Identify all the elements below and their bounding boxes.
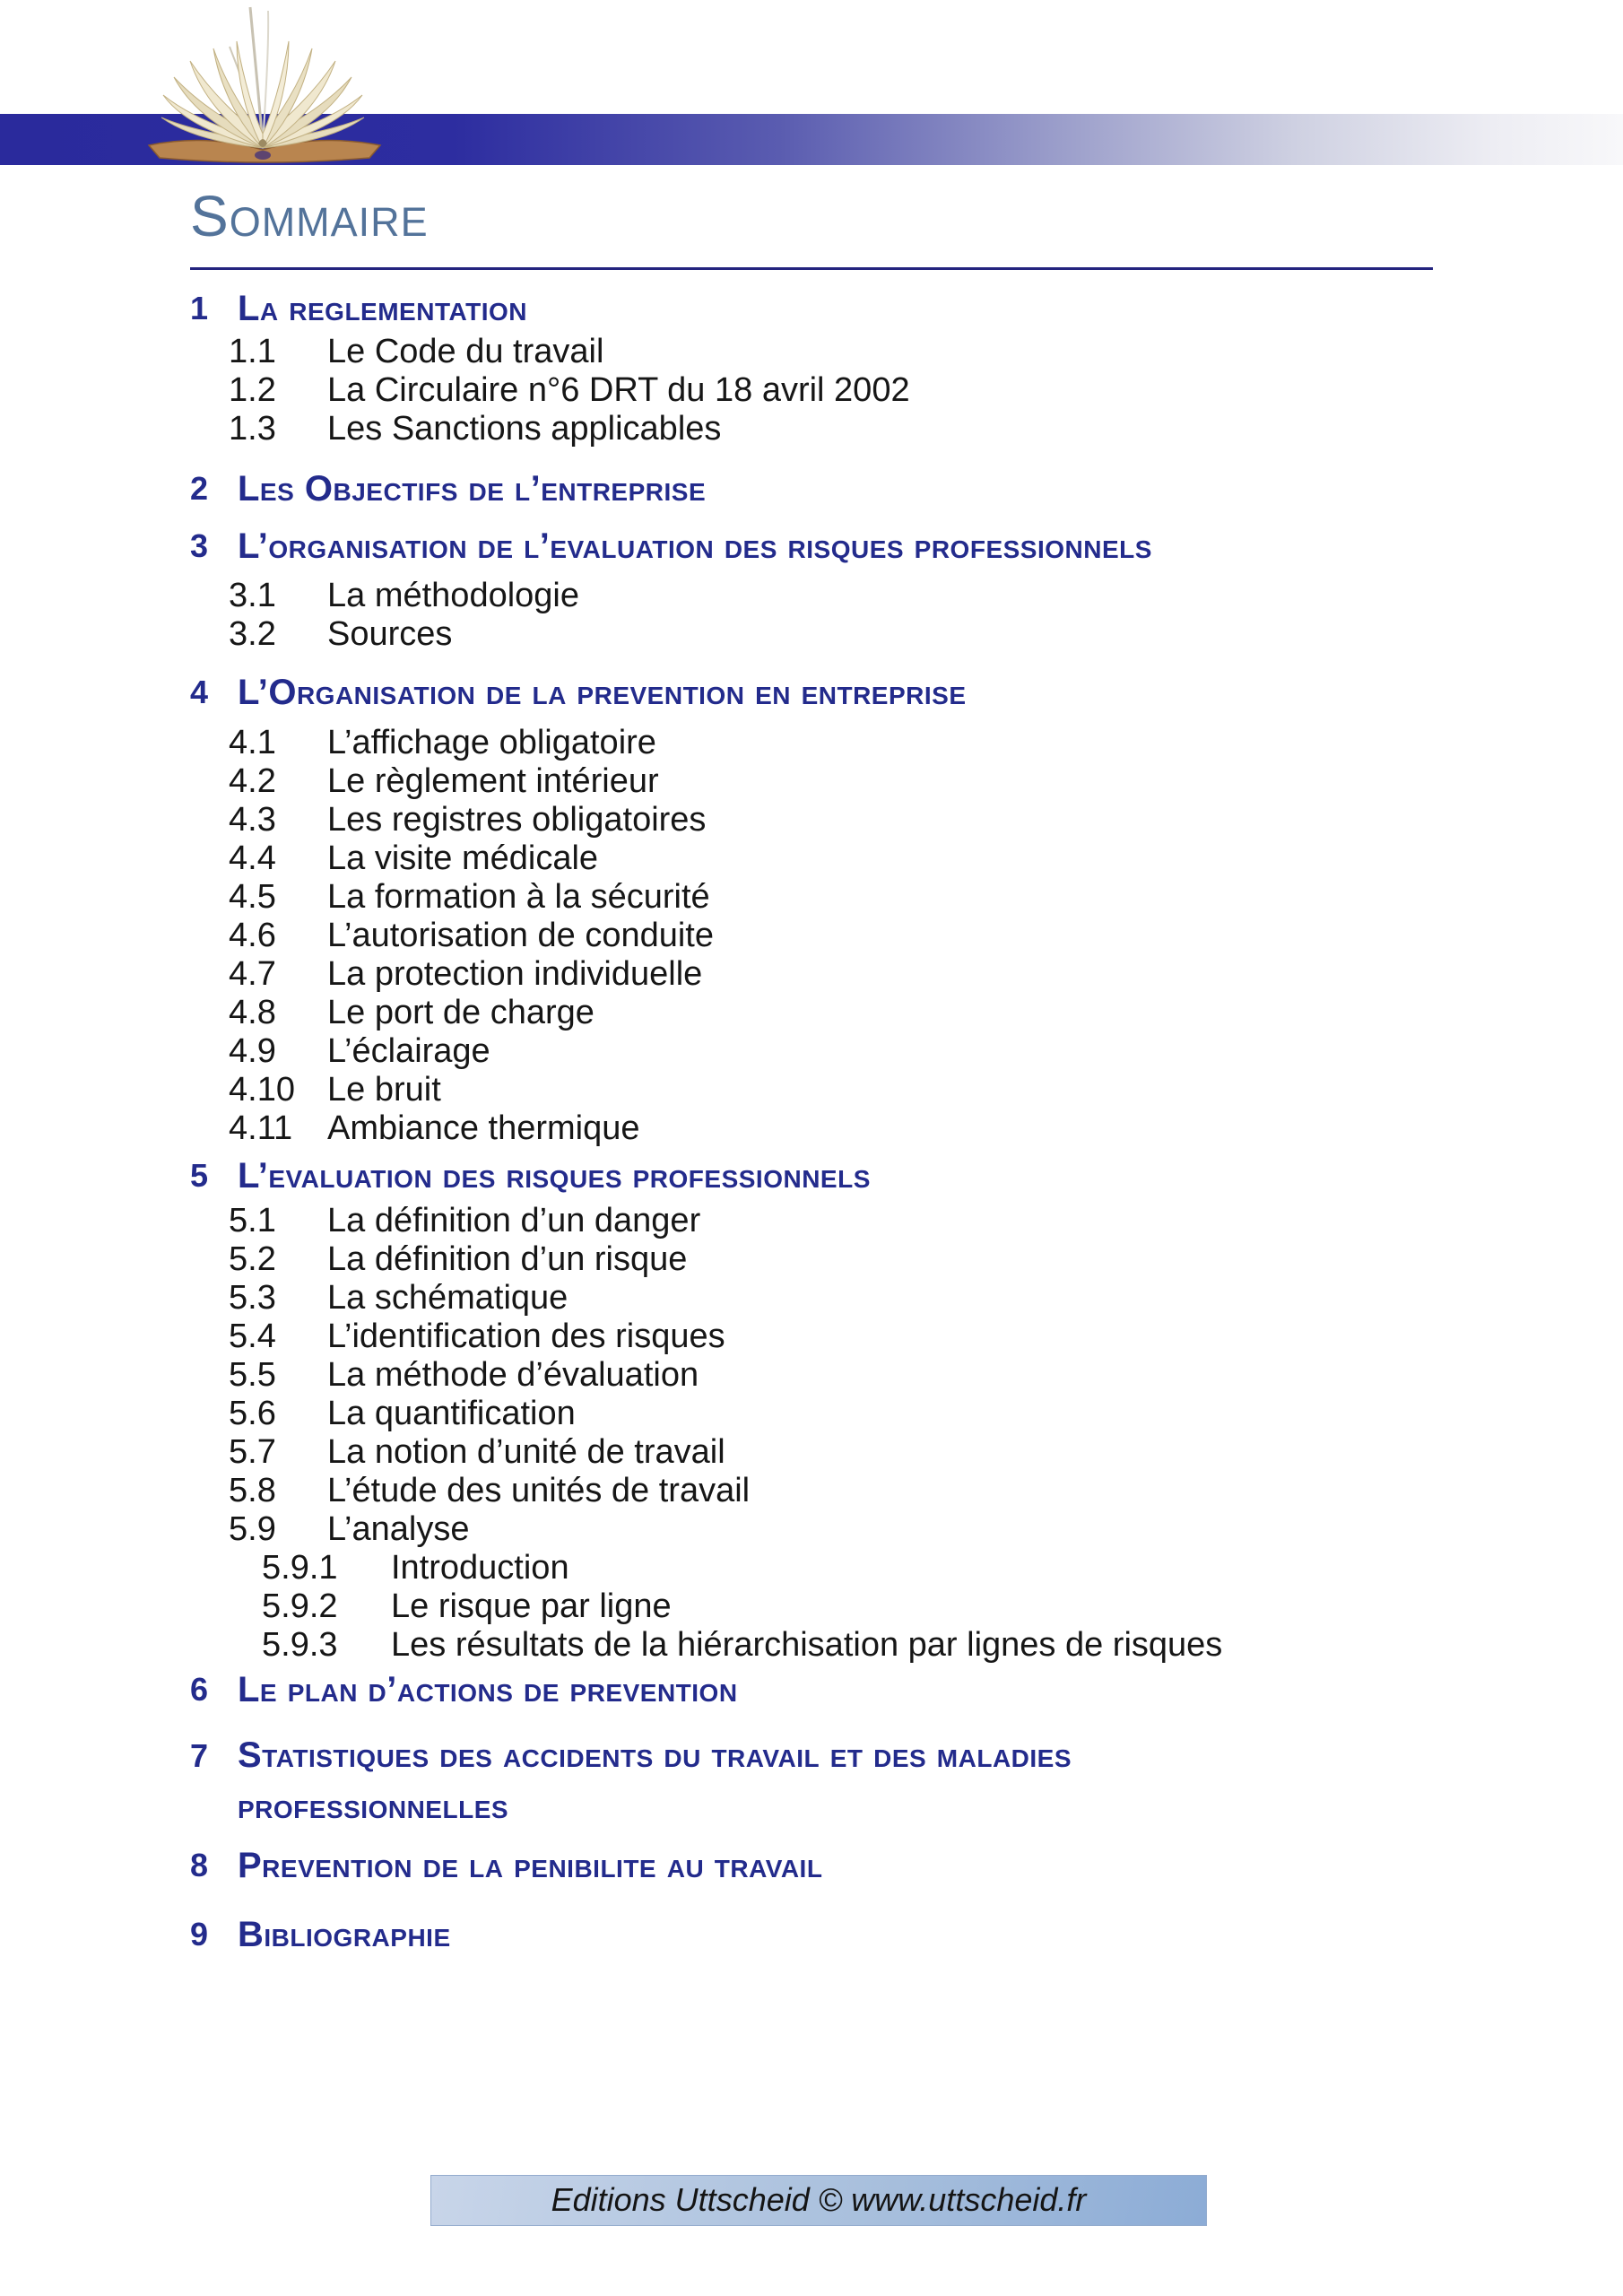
toc-entry-number: 4.11 [229,1109,293,1147]
toc-entry-number: 4.2 [229,762,276,800]
toc-section-heading [190,1155,1623,1196]
footer-credit: Editions Uttscheid © www.uttscheid.fr [551,2181,1087,2218]
toc-list [0,288,1623,1955]
toc-entry-label: La méthode d’évaluation [327,1356,699,1394]
toc-entry [229,1032,1623,1071]
toc-section-number: 4 [190,674,209,710]
toc-section-heading [190,526,1623,567]
toc-entry-label: Le bruit [327,1071,441,1109]
toc-entry-label: La définition d’un risque [327,1240,688,1278]
toc-entry [229,762,1623,801]
toc-entry-label: La notion d’unité de travail [327,1433,725,1471]
toc-entry [229,1318,1623,1356]
toc-entry [229,955,1623,994]
toc-entry [229,1433,1623,1472]
toc-entry-number: 4.4 [229,839,276,877]
toc-entry-number: 1.3 [229,410,276,448]
toc-section-heading [190,1730,1623,1832]
toc-entry [229,724,1623,762]
toc-entry-number: 4.9 [229,1032,276,1070]
toc-entry [229,410,1623,448]
toc-entry-number: 5.9 [229,1510,276,1548]
toc-entry [262,1587,1623,1626]
toc-entry-number: 4.1 [229,724,276,761]
toc-section-heading [190,1914,1623,1955]
toc-section-label-line1: Statistiques des accidents du travail et des maladies [238,1735,1072,1775]
toc-entry-number: 5.6 [229,1395,276,1432]
toc-entry-number: 1.2 [229,371,276,409]
toc-entry-label: La méthodologie [327,577,579,614]
toc-section-label: La reglementation [238,289,527,328]
toc-entry-label: Ambiance thermique [327,1109,640,1147]
toc-section-number: 1 [190,290,209,326]
toc-entry-label: Sources [327,615,453,653]
toc-entry [229,333,1623,371]
toc-entry [229,917,1623,955]
toc-entry-number: 5.7 [229,1433,276,1471]
toc-entry-label: La définition d’un danger [327,1202,701,1239]
toc-section-label: Le plan d’actions de prevention [238,1670,738,1709]
toc-section-label: Les Objectifs de l’entreprise [238,469,707,509]
toc-entry-number: 4.7 [229,955,276,993]
toc-entry-label: La formation à la sécurité [327,878,710,916]
toc-entry [229,1071,1623,1109]
toc-entry-label: La Circulaire n°6 DRT du 18 avril 2002 [327,371,910,409]
toc-entry-number: 4.3 [229,801,276,839]
toc-section-number: 3 [190,527,209,564]
toc-section-label-line2: professionnelles [238,1787,509,1826]
toc-entry-number: 3.2 [229,615,276,653]
toc-entry-label: L’étude des unités de travail [327,1472,751,1509]
toc-entry-label: L’éclairage [327,1032,490,1070]
toc-entry-label: L’analyse [327,1510,470,1548]
toc-entry-number: 5.8 [229,1472,276,1509]
toc-entry-label: Le risque par ligne [391,1587,672,1625]
toc-entry-number: 5.5 [229,1356,276,1394]
toc-entry-number: 3.1 [229,577,276,614]
toc-entry [229,1109,1623,1148]
toc-entry [229,1510,1623,1549]
toc-entry-label: L’autorisation de conduite [327,917,714,954]
toc-entry-label: La schématique [327,1279,568,1317]
toc-entry-label: Les Sanctions applicables [327,410,722,448]
toc-section-number: 6 [190,1671,209,1708]
toc-section-number: 5 [190,1157,209,1194]
toc-entry [229,1356,1623,1395]
toc-entry-number: 5.9.2 [262,1587,338,1625]
toc-entry [229,1202,1623,1240]
toc-entry-label: Introduction [391,1549,569,1587]
toc-entry [229,801,1623,839]
toc-section-label: Bibliographie [238,1915,451,1954]
toc-entry-label: Les résultats de la hiérarchisation par lignes de risques [391,1626,1223,1664]
toc-entry-number: 4.8 [229,994,276,1031]
toc-entry-label: La protection individuelle [327,955,703,993]
toc-section-label: L’organisation de l’evaluation des risques professionnels [238,526,1152,566]
toc-section-heading [190,1845,1623,1886]
toc-entry-label: L’affichage obligatoire [327,724,656,761]
toc-entry-number: 5.9.1 [262,1549,338,1587]
toc-entry [262,1626,1623,1665]
toc-entry-label: La visite médicale [327,839,599,877]
toc-section-heading [190,288,1623,329]
toc-entry-label: Le règlement intérieur [327,762,659,800]
toc-entry-label: Le port de charge [327,994,595,1031]
toc-section-number: 7 [190,1737,209,1774]
toc-section-heading [190,1669,1623,1710]
toc-entry-number: 4.6 [229,917,276,954]
toc-entry-label: Les registres obligatoires [327,801,707,839]
toc-entry-number: 5.3 [229,1279,276,1317]
toc-entry [229,1472,1623,1510]
toc-entry [229,1395,1623,1433]
toc-entry-number: 5.4 [229,1318,276,1355]
toc-section-number: 2 [190,470,209,507]
page-title: Sommaire [190,184,429,248]
toc-entry [229,994,1623,1032]
toc-entry [229,371,1623,410]
toc-section-heading [190,672,1623,713]
toc-entry-label: Le Code du travail [327,333,604,370]
toc-entry-number: 4.10 [229,1071,295,1109]
toc-section-number: 9 [190,1916,209,1952]
toc-entry-label: L’identification des risques [327,1318,725,1355]
toc-entry-number: 1.1 [229,333,276,370]
toc-entry [229,1279,1623,1318]
toc-entry [229,839,1623,878]
toc-entry [229,615,1623,654]
title-divider [190,267,1433,270]
toc-entry [229,577,1623,615]
toc-section-number: 8 [190,1847,209,1883]
toc-entry-number: 5.1 [229,1202,276,1239]
toc-entry [229,1240,1623,1279]
toc-entry-label: La quantification [327,1395,576,1432]
toc-section-label: Prevention de la penibilite au travail [238,1846,823,1885]
toc-entry-number: 5.9.3 [262,1626,338,1664]
toc-entry [229,878,1623,917]
toc-section-label: L’Organisation de la prevention en entreprise [238,673,967,712]
toc-entry-number: 4.5 [229,878,276,916]
toc-entry-number: 5.2 [229,1240,276,1278]
toc-section-label: L’evaluation des risques professionnels [238,1156,871,1196]
toc-section-label [238,1730,1072,1832]
footer-bar [430,2175,1207,2226]
toc-entry [262,1549,1623,1587]
toc-section-heading [190,468,1623,509]
